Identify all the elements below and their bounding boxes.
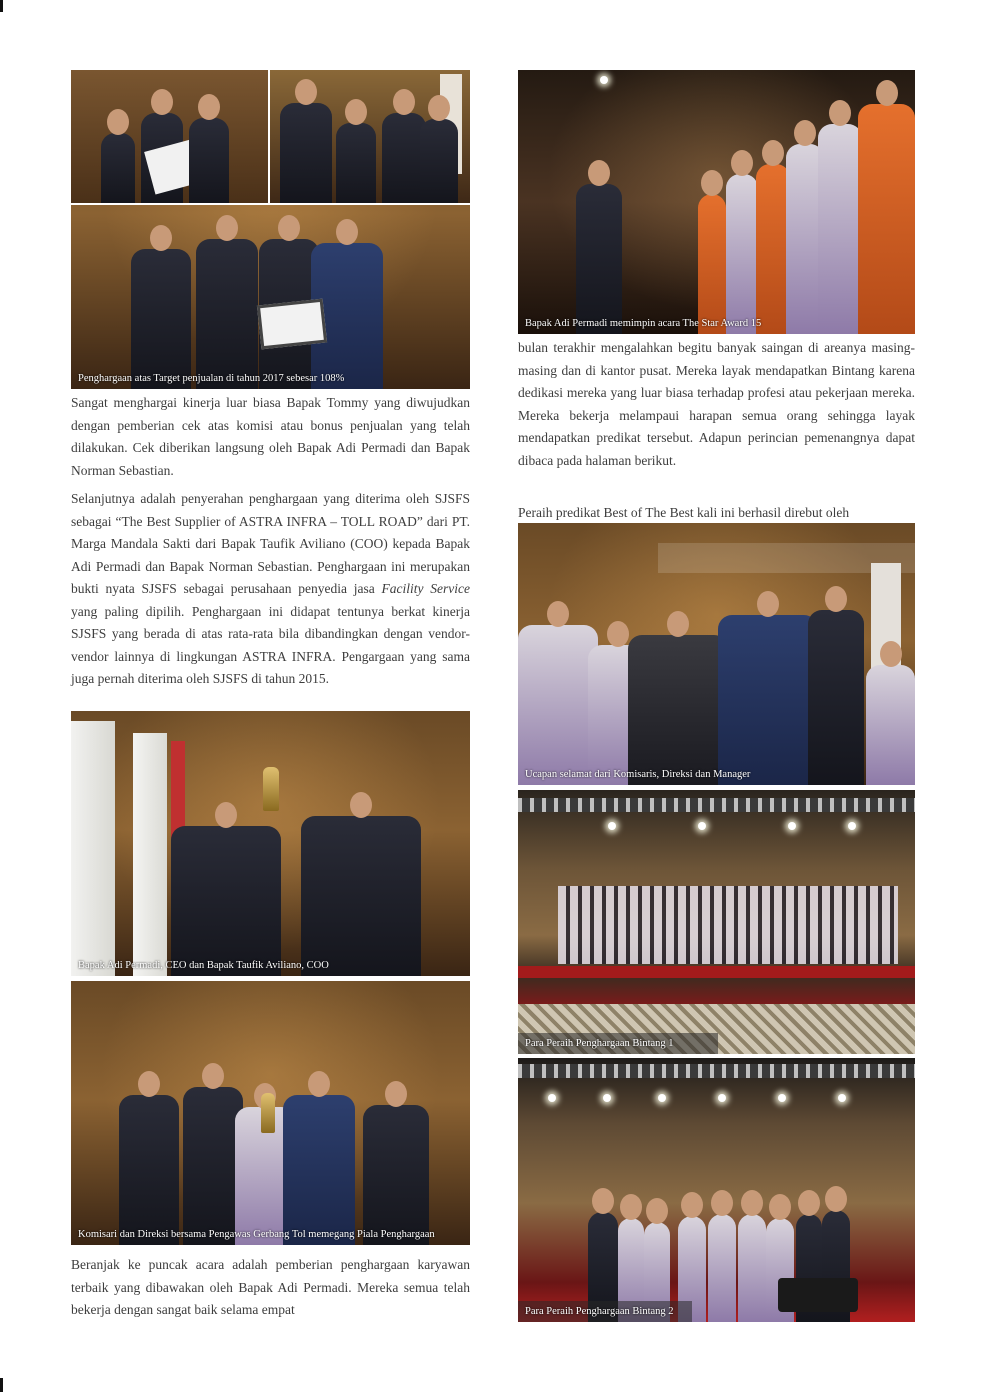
paragraph-sales-award: Sangat menghargai kinerja luar biasa Bapak Tommy yang diwujudkan dengan pemberian cek atas komisi atau bonus penjualan yang telah dilakukan. Cek diberikan langsung oleh Bapak Adi Permadi dan Bapak Norman Sebastian. [71,395,470,478]
photo-caption: Para Peraih Penghargaan Bintang 2 [518,1301,692,1322]
photo-congratulations [518,523,915,785]
winners-rows [558,886,898,964]
photo-caption: Para Peraih Penghargaan Bintang 1 [518,1033,718,1054]
photo-inset-check-handover [71,70,270,205]
paragraph-best-employee-award: Beranjak ke puncak acara adalah pemberian penghargaan karyawan terbaik yang dibawakan oleh Bapak Adi Permadi. Mereka semua telah bekerja dengan sangat baik selama empat [71,1257,470,1317]
trophy [261,1093,275,1133]
flag-left [71,721,115,976]
photo-caption: Bapak Adi Permadi, CEO dan Bapak Taufik Aviliano, COO [78,960,329,971]
stage-floor [518,966,915,978]
stage-speaker [778,1278,858,1312]
photo-caption: Komisari dan Direksi bersama Pengawas Gerbang Tol memegang Piala Penghargaan [78,1229,435,1240]
trophy [263,767,279,811]
photo-bintang-1-group [518,790,915,1054]
paragraph-best-of-the-best: Peraih predikat Best of The Best kali ini berhasil direbut oleh [518,505,850,520]
stage-truss [518,798,915,812]
photo-caption: Bapak Adi Permadi memimpin acara The Star Award 15 [525,318,762,329]
photo-inset-applause [270,70,470,205]
flag-middle [133,733,167,976]
paragraph-best-supplier: Selanjutnya adalah penyerahan penghargaan yang diterima oleh SJSFS sebagai “The Best Supplier of ASTRA INFRA – TOLL ROAD” dari PT. Marga Mandala Sakti dari Bapak Taufik Aviliano (COO) kepada Bapak Adi Permadi dan Bapak Norman Sebastian. Penghargaan ini merupakan bukti nyata SJSFS sebagai perusahaan penyedia jasa Facility Service yang paling dipilih. Penghargaan ini didapat tentunya berkat kinerja SJSFS yang berada di atas rata-rata bila dibandingkan dengan vendor-vendor lainnya di lingkungan ASTRA INFRA. Pengargaan yang sama juga pernah diterima oleh SJSFS di tahun 2015. [71,491,470,686]
award-certificate [257,299,327,350]
crop-mark-bottom [0,1378,3,1392]
stage-truss [518,1064,915,1078]
photo-group-with-trophy [71,981,470,1245]
crop-mark-top [0,0,3,12]
photo-caption: Ucapan selamat dari Komisaris, Direksi dan Manager [525,769,751,780]
photo-trophy-handover [71,711,470,976]
photo-bintang-2-group [518,1058,915,1322]
paragraph-star-award-winners: bulan terakhir mengalahkan begitu banyak saingan di areanya masing-masing dan di kantor pusat. Mereka layak mendapatkan Bintang karena dedikasi mereka yang luar biasa terhadap profesi atau pekerjaan mereka. Mereka bekerja melampaui harapan semua orang sehingga layak mendapatkan predikat tersebut. Adapun perincian pemenangnya dapat dibaca pada halaman berikut. [518,340,915,468]
photo-caption: Penghargaan atas Target penjualan di tahun 2017 sebesar 108% [78,373,345,384]
photo-sales-target-award [71,70,470,389]
photo-star-award-host [518,70,915,334]
